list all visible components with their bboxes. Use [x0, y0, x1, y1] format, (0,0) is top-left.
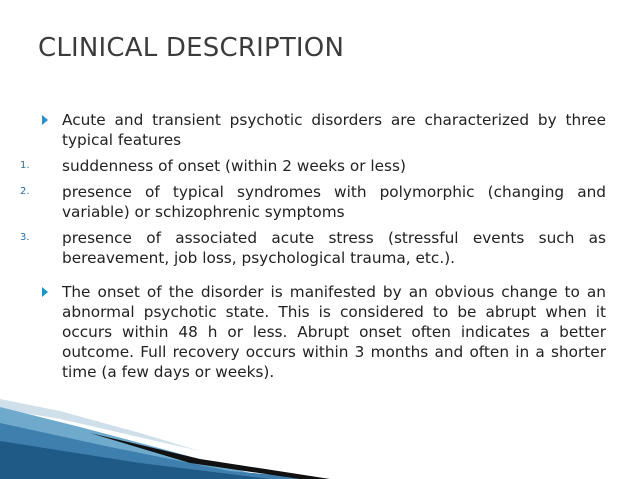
list-item	[0, 156, 606, 176]
slide-content	[0, 110, 606, 382]
list-item	[0, 228, 606, 268]
list-number: 3.	[20, 232, 30, 243]
list-item-text: The onset of the disorder is manifested by an obvious change to an abnormal psychotic state. This is considered to be abrupt when it occurs within 48 h or less. Abrupt onset often indicates a better outcome. Full recovery occurs within 3 months and often in a shorter time (a few days or weeks).	[62, 283, 606, 381]
list-item-text: Acute and transient psychotic disorders are characterized by three typical features	[62, 111, 606, 149]
list-item-text: presence of typical syndromes with polymorphic (changing and variable) or schizophrenic symptoms	[62, 183, 606, 221]
list-item-text: suddenness of onset (within 2 weeks or less)	[62, 157, 406, 175]
decorative-wave-graphic	[0, 389, 638, 479]
list-item	[0, 182, 606, 222]
list-item	[0, 110, 606, 150]
list-item-text: presence of associated acute stress (stressful events such as bereavement, job loss, psychological trauma, etc.).	[62, 229, 606, 267]
list-number: 2.	[20, 186, 30, 197]
triangle-bullet-icon	[42, 287, 48, 297]
list-number: 1.	[20, 160, 30, 171]
slide-title: CLINICAL DESCRIPTION	[38, 33, 345, 63]
triangle-bullet-icon	[42, 115, 48, 125]
list-item	[0, 282, 606, 382]
